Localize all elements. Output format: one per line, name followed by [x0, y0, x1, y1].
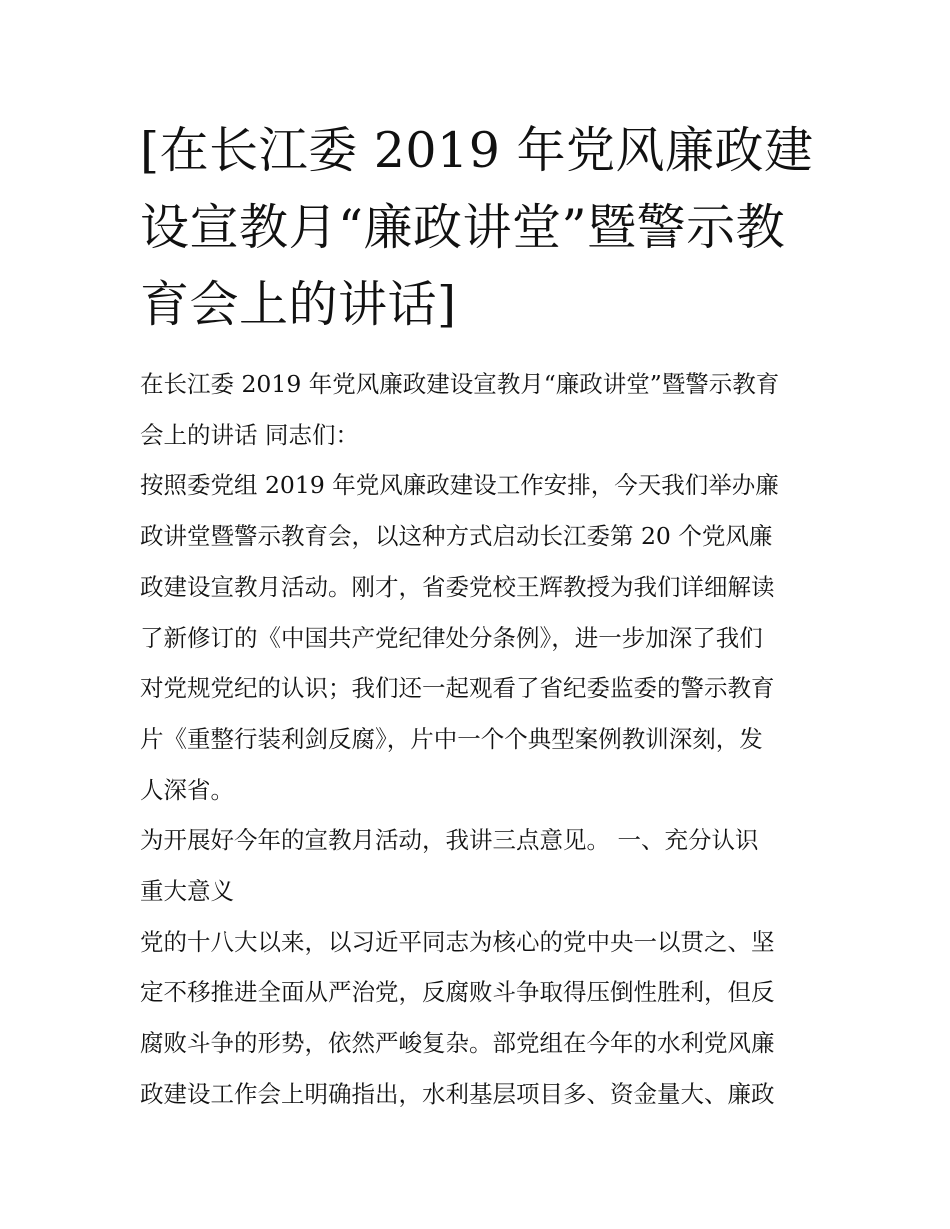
- document-title: [140, 112, 840, 343]
- title-line: [在长江委 2019 年党风廉政建: [140, 122, 814, 179]
- document-body: [140, 359, 830, 1120]
- body-line: 定不移推进全面从严治党，反腐败斗争取得压倒性胜利，但反: [140, 978, 775, 1007]
- body-line: 片《重整行装利剑反腐》，片中一个个典型案例教训深刻，发: [140, 724, 763, 753]
- body-line: 人深省。: [140, 775, 234, 804]
- body-line: 政建设工作会上明确指出，水利基层项目多、资金量大、廉政: [140, 1079, 775, 1108]
- body-line: 按照委党组 2019 年党风廉政建设工作安排，今天我们举办廉: [140, 471, 779, 500]
- body-line: 重大意义: [140, 877, 234, 906]
- body-line: 政讲堂暨警示教育会，以这种方式启动长江委第 20 个党风廉: [140, 522, 773, 551]
- body-line: 党的十八大以来，以习近平同志为核心的党中央一以贯之、坚: [140, 927, 775, 956]
- body-line: 为开展好今年的宣教月活动，我讲三点意见。 一、充分认识: [140, 826, 759, 855]
- body-line: 政建设宣教月活动。刚才，省委党校王辉教授为我们详细解读: [140, 572, 775, 601]
- body-line: 腐败斗争的形势，依然严峻复杂。部党组在今年的水利党风廉: [140, 1029, 775, 1058]
- body-line: 在长江委 2019 年党风廉政建设宣教月“廉政讲堂”暨警示教育: [140, 370, 780, 398]
- body-line: 会上的讲话 同志们：: [140, 420, 359, 449]
- title-line: 设宣教月“廉政讲堂”暨警示教: [140, 199, 786, 256]
- title-line: 育会上的讲话]: [140, 276, 457, 333]
- body-line: 了新修订的《中国共产党纪律处分条例》，进一步加深了我们: [140, 623, 763, 652]
- body-line: 对党规党纪的认识；我们还一起观看了省纪委监委的警示教育: [140, 674, 775, 703]
